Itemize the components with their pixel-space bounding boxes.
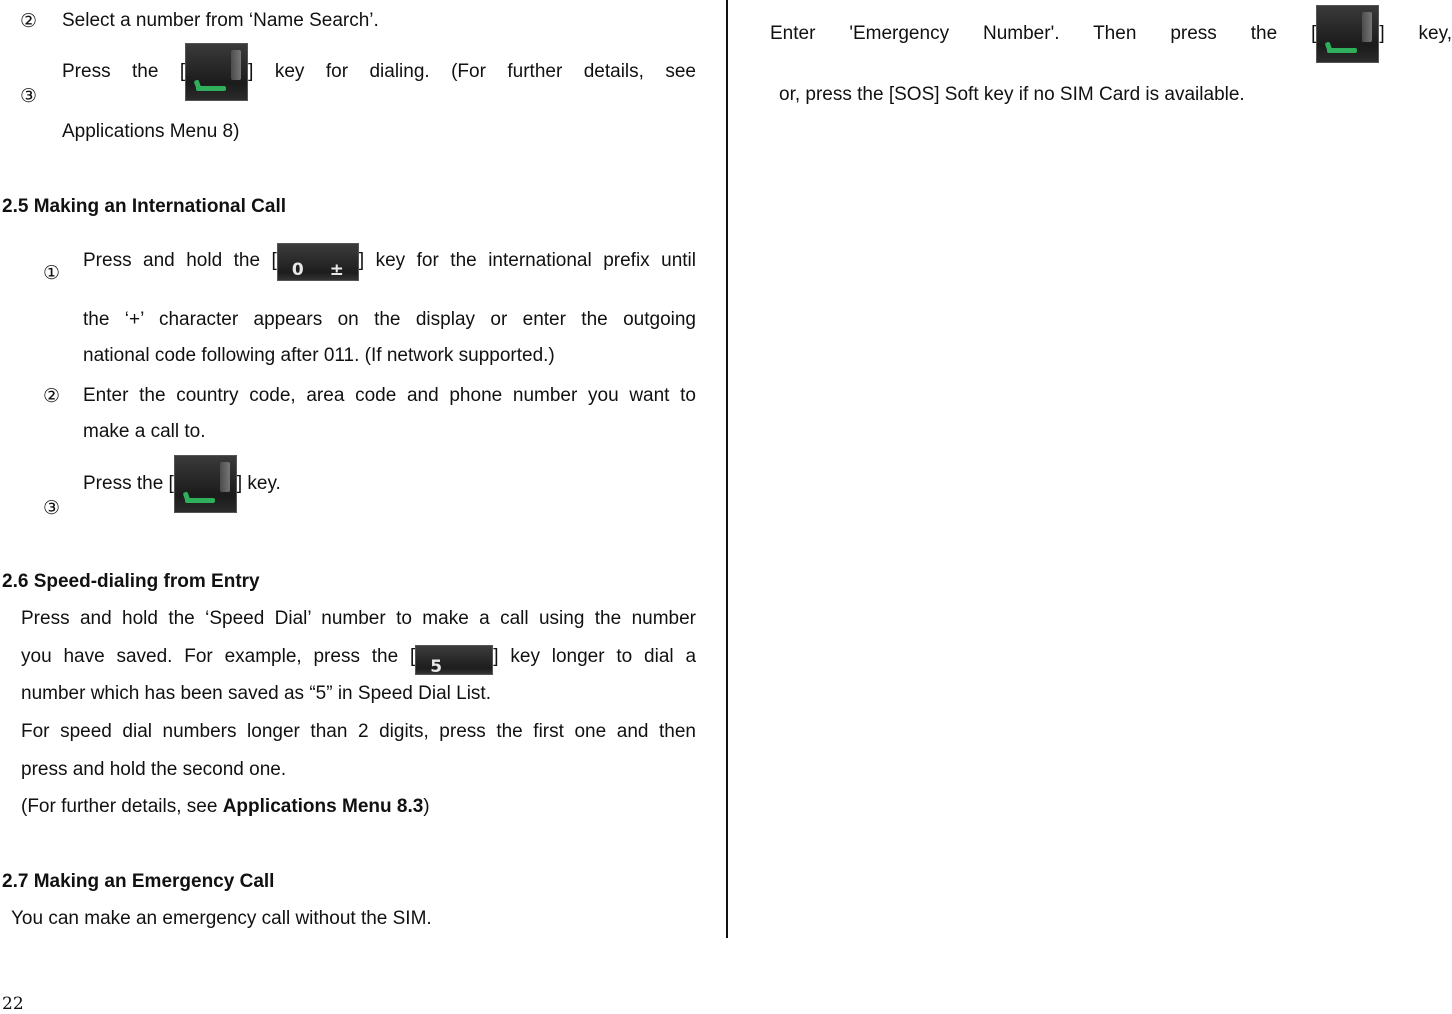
section-heading: 2.6 Speed-dialing from Entry (2, 571, 260, 592)
paragraph-line: Press and hold the ‘Speed Dial’ number to make a call using the number (21, 608, 696, 629)
text-fragment: ) (423, 796, 430, 817)
text-fragment: Press the [ (62, 61, 186, 82)
key-glyph: 0 ± (291, 260, 354, 280)
text-fragment: (For further details, see (21, 796, 223, 817)
text-fragment: ] key, (1379, 23, 1452, 44)
paragraph-line: For speed dial numbers longer than 2 digits, press the first one and then (21, 721, 696, 742)
call-key-icon (1316, 5, 1379, 63)
call-key-icon (174, 455, 237, 513)
paragraph-line: You can make an emergency call without the SIM. (11, 908, 432, 929)
item-marker: ① (43, 262, 61, 284)
item-text (62, 43, 696, 103)
paragraph-line (770, 5, 1452, 65)
text-fragment: Enter 'Emergency Number'. Then press the [ (770, 23, 1317, 44)
column-divider (726, 0, 728, 938)
item-text: Enter the country code, area code and phone number you want to (83, 385, 696, 406)
item-text: Select a number from ‘Name Search’. (62, 10, 379, 31)
key-glyph: 5 (430, 657, 453, 675)
item-marker: ② (43, 385, 61, 407)
item-text: the ‘+’ character appears on the display or enter the outgoing (83, 309, 696, 330)
paragraph-line: or, press the [SOS] Soft key if no SIM Card is available. (779, 84, 1245, 105)
item-text: national code following after 011. (If network supported.) (83, 345, 555, 366)
paragraph-line (21, 639, 696, 675)
paragraph-line (21, 796, 430, 818)
menu-reference: Applications Menu 8.3 (222, 796, 424, 817)
five-key-icon (415, 645, 493, 675)
item-marker: ② (20, 10, 38, 32)
section-heading: 2.7 Making an Emergency Call (2, 871, 275, 892)
text-fragment: you have saved. For example, press the [ (21, 646, 416, 667)
text-fragment: ] key. (236, 473, 281, 494)
paragraph-line: number which has been saved as “5” in Speed Dial List. (21, 683, 491, 704)
text-fragment: ] key for dialing. (For further details, see (248, 61, 696, 82)
item-text (83, 241, 696, 281)
item-marker: ③ (43, 497, 61, 519)
zero-plus-key-icon (277, 243, 359, 281)
item-text: Applications Menu 8) (62, 121, 240, 142)
text-fragment: Press and hold the [ (83, 250, 277, 271)
text-fragment: ] key for the international prefix until (358, 250, 696, 271)
item-text: make a call to. (83, 421, 206, 442)
paragraph-line: press and hold the second one. (21, 759, 287, 780)
item-text (83, 455, 281, 513)
text-fragment: Press the [ (83, 473, 174, 494)
call-key-icon (185, 43, 248, 101)
item-marker: ③ (20, 85, 38, 107)
section-heading: 2.5 Making an International Call (2, 196, 287, 217)
text-fragment: ] key longer to dial a (493, 646, 696, 667)
page-number: 22 (2, 994, 24, 1014)
